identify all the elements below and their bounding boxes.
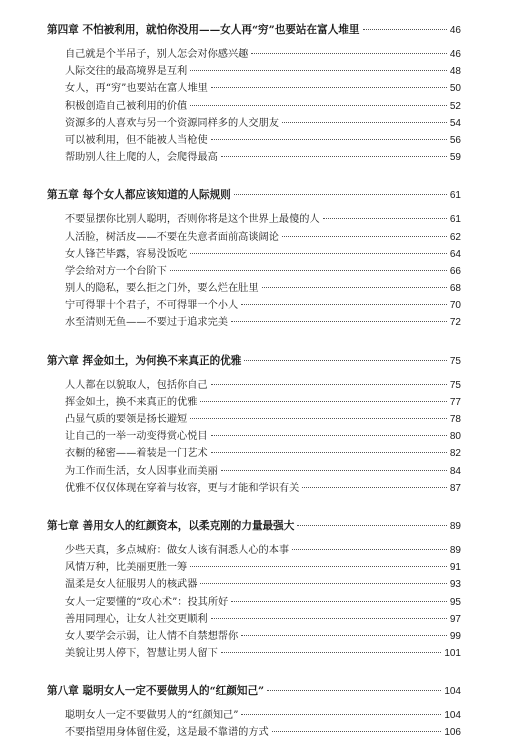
entry-title: 自己就是个半吊子，别人怎会对你感兴趣 (65, 49, 249, 60)
entry-page-number: 93 (449, 579, 461, 591)
dot-leader (190, 566, 447, 567)
dot-leader (272, 731, 442, 732)
entry-page-number: 89 (449, 544, 461, 556)
dot-leader (231, 601, 447, 602)
entry-page-number: 101 (444, 648, 461, 660)
toc-entry[interactable] (47, 724, 461, 741)
chapter-title: 第四章 不怕被利用，就怕你没用——女人再“穷”也要站在富人堆里 (47, 24, 360, 36)
toc-entry[interactable] (47, 611, 461, 628)
dot-leader (302, 487, 447, 488)
toc-entry[interactable] (47, 229, 461, 246)
entry-page-number: 59 (449, 152, 461, 164)
toc-entry[interactable] (47, 63, 461, 80)
chapter-title: 第七章 善用女人的红颜资本，以柔克刚的力量最强大 (47, 519, 295, 532)
entry-page-number: 50 (449, 83, 461, 95)
entry-title: 少些天真，多点城府：做女人该有洞悉人心的本事 (65, 544, 290, 556)
dot-leader (211, 87, 447, 88)
toc-entry[interactable] (47, 280, 461, 297)
chapter-7 (47, 518, 461, 662)
entry-page-number: 46 (449, 49, 461, 60)
entry-page-number: 56 (449, 134, 461, 146)
entry-page-number: 91 (449, 562, 461, 574)
entry-page-number: 97 (449, 613, 461, 625)
entry-title: 凸显气质的要领是扬长避短 (65, 414, 188, 425)
chapter-heading[interactable] (47, 518, 461, 534)
toc-entry[interactable] (47, 645, 461, 662)
entry-page-number: 75 (449, 379, 461, 391)
entry-title: 人人都在以貌取人，包括你自己 (65, 379, 208, 391)
entry-title: 衣橱的秘密——着装是一门艺术 (65, 448, 208, 460)
entry-title: 不要指望用身体留住爱，这是最不靠谱的方式 (65, 727, 269, 739)
entry-title: 美貌让男人停下，智慧让男人留下 (65, 648, 218, 660)
toc-entry[interactable] (47, 149, 461, 166)
chapter-heading[interactable] (47, 187, 461, 203)
dot-leader (211, 618, 447, 619)
dot-leader (231, 321, 447, 322)
dot-leader (241, 714, 441, 715)
dot-leader (170, 270, 447, 271)
entry-title: 积极创造自己被利用的价值 (65, 100, 188, 112)
dot-leader (267, 690, 441, 691)
entry-page-number: 87 (449, 482, 461, 494)
entry-title: 宁可得罪十个君子，不可得罪一个小人 (65, 300, 239, 312)
chapter-title: 第五章 每个女人都应该知道的人际规则 (47, 189, 231, 202)
entry-title: 为工作而生活，女人因事业而美丽 (65, 465, 218, 477)
entry-page-number: 48 (449, 66, 461, 78)
toc-entry[interactable] (47, 576, 461, 593)
dot-leader (244, 360, 447, 361)
dot-leader (251, 53, 447, 54)
chapter-page-number: 104 (444, 686, 461, 698)
chapter-6 (47, 353, 461, 497)
dot-leader (221, 470, 447, 471)
toc-entry[interactable] (47, 314, 461, 331)
toc-entry[interactable] (47, 132, 461, 149)
toc-entry[interactable] (47, 428, 461, 445)
entry-title: 聪明女人一定不要做男人的“红颜知己” (65, 710, 239, 722)
entry-title: 人际交往的最高境界是互利 (65, 66, 188, 78)
entry-title: 可以被利用，但不能被人当枪使 (65, 134, 208, 146)
entry-title: 挥金如土，换不来真正的优雅 (65, 396, 198, 408)
chapter-heading[interactable] (47, 22, 461, 38)
entry-page-number: 82 (449, 448, 461, 460)
entry-page-number: 52 (449, 100, 461, 112)
dot-leader (241, 304, 447, 305)
entry-page-number: 99 (449, 630, 461, 642)
entry-title: 善用同理心，让女人社交更顺利 (65, 613, 208, 625)
toc-entry[interactable] (47, 542, 461, 559)
entry-title: 优雅不仅仅体现在穿着与妆容，更与才能和学识有关 (65, 482, 300, 494)
toc-entry[interactable] (47, 559, 461, 576)
entry-page-number: 95 (449, 596, 461, 608)
toc-entry[interactable] (47, 246, 461, 263)
entry-title: 女人锋芒毕露，容易没饭吃 (65, 248, 188, 260)
dot-leader (234, 194, 447, 195)
dot-leader (200, 401, 446, 402)
entry-page-number: 54 (449, 117, 461, 129)
toc-entry[interactable] (47, 80, 461, 97)
chapter-heading[interactable] (47, 683, 461, 699)
entry-title: 别人的隐私，要么拒之门外，要么烂在肚里 (65, 283, 259, 295)
toc-entry[interactable] (47, 628, 461, 645)
toc-entry[interactable] (47, 463, 461, 480)
dot-leader (211, 452, 447, 453)
entry-page-number: 61 (449, 214, 461, 226)
entry-page-number: 72 (449, 317, 461, 329)
dot-leader (211, 435, 447, 436)
dot-leader (221, 156, 447, 157)
entry-page-number: 62 (449, 231, 461, 243)
toc-entry[interactable] (47, 480, 461, 497)
dot-leader (190, 418, 447, 419)
entry-title: 女人，再“穷”也要站在富人堆里 (65, 83, 208, 95)
dot-leader (363, 29, 447, 30)
toc-entry[interactable] (47, 445, 461, 462)
dot-leader (282, 236, 447, 237)
toc-entry[interactable] (47, 46, 461, 63)
toc-entry[interactable] (47, 377, 461, 394)
entry-title: 帮助别人往上爬的人，会爬得最高 (65, 152, 218, 164)
entry-page-number: 78 (449, 414, 461, 425)
chapter-page-number: 89 (449, 520, 461, 532)
dot-leader (297, 525, 447, 526)
dot-leader (211, 139, 447, 140)
entry-title: 水至清则无鱼——不要过于追求完美 (65, 317, 228, 329)
entry-page-number: 77 (449, 396, 461, 408)
toc-entry[interactable] (47, 411, 461, 428)
chapter-8 (47, 683, 461, 741)
dot-leader (190, 253, 447, 254)
dot-leader (323, 218, 447, 219)
entry-page-number: 104 (444, 710, 461, 722)
toc-entry[interactable] (47, 98, 461, 115)
dot-leader (292, 549, 447, 550)
entry-title: 人活脸，树活皮——不要在失意者面前高谈阔论 (65, 231, 279, 243)
entry-page-number: 80 (449, 431, 461, 443)
chapter-5 (47, 187, 461, 331)
entry-page-number: 106 (444, 727, 461, 739)
toc-entry[interactable] (47, 115, 461, 132)
toc-entry[interactable] (47, 594, 461, 611)
dot-leader (211, 384, 447, 385)
entry-page-number: 68 (449, 283, 461, 295)
entry-title: 资源多的人喜欢与另一个资源同样多的人交朋友 (65, 117, 279, 129)
chapter-page-number: 46 (449, 25, 461, 36)
toc-entry[interactable] (47, 297, 461, 314)
chapter-title: 第八章 聪明女人一定不要做男人的“红颜知己” (47, 685, 265, 698)
entry-title: 不要显摆你比别人聪明，否则你将是这个世界上最傻的人 (65, 214, 320, 226)
dot-leader (190, 105, 447, 106)
toc-entry[interactable] (47, 263, 461, 280)
dot-leader (221, 652, 442, 653)
toc-entry[interactable] (47, 394, 461, 411)
toc-entry[interactable] (47, 707, 461, 724)
chapter-4 (47, 22, 461, 166)
entry-title: 让自己的一举一动变得赏心悦目 (65, 431, 208, 443)
chapter-heading[interactable] (47, 353, 461, 369)
dot-leader (241, 635, 447, 636)
chapter-page-number: 75 (449, 355, 461, 367)
entry-page-number: 84 (449, 465, 461, 477)
entry-page-number: 66 (449, 265, 461, 277)
entry-title: 女人一定要懂的“攻心术”：投其所好 (65, 596, 229, 608)
dot-leader (282, 122, 447, 123)
entry-page-number: 70 (449, 300, 461, 312)
toc-entry[interactable] (47, 211, 461, 228)
entry-page-number: 64 (449, 248, 461, 260)
dot-leader (262, 287, 447, 288)
entry-title: 风情万种，比美丽更胜一筹 (65, 562, 188, 574)
entry-title: 温柔是女人征服男人的核武器 (65, 579, 198, 591)
chapter-title: 第六章 挥金如土，为何换不来真正的优雅 (47, 354, 242, 367)
dot-leader (200, 583, 446, 584)
chapter-page-number: 61 (449, 190, 461, 202)
dot-leader (190, 70, 447, 71)
entry-title: 女人要学会示弱，让人情不自禁想帮你 (65, 630, 239, 642)
entry-title: 学会给对方一个台阶下 (65, 265, 167, 277)
